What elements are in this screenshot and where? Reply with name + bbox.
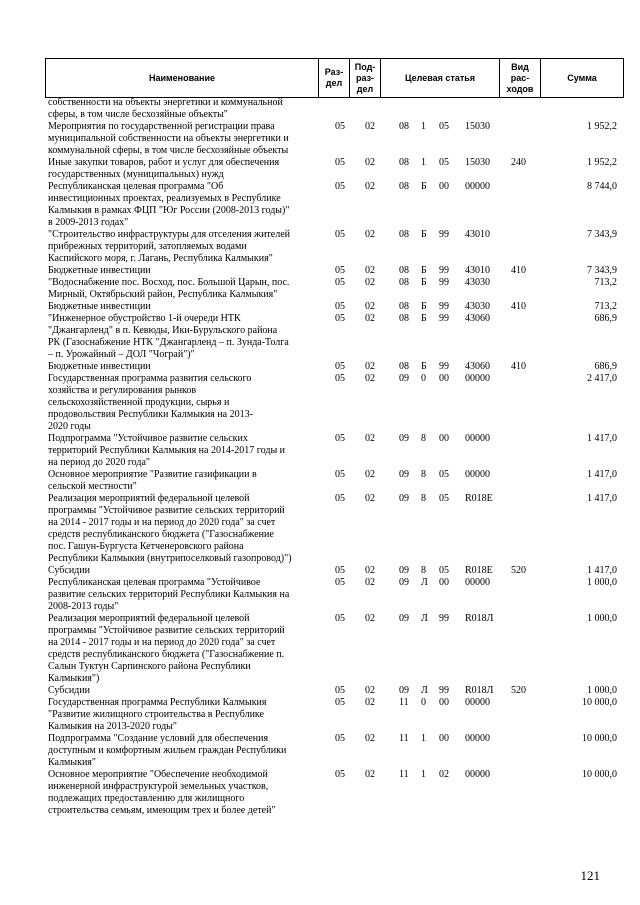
table-row — [45, 577, 617, 613]
row-name-line: Основное мероприятие "Обеспечение необходимой — [48, 769, 268, 780]
cell-t1: 08 — [399, 229, 409, 240]
cell-t3: 99 — [439, 229, 449, 240]
row-name-line: Калмыкия на 2013-2020 годы" — [48, 721, 177, 732]
row-name-line: программы "Устойчивое развитие сельских территорий — [48, 625, 285, 636]
cell-type: 410 — [511, 361, 526, 372]
row-name-line: "Строительство инфраструктуры для отселения жителей — [48, 229, 291, 240]
row-name-line: сельскохозяйственной продукции, сырья и — [48, 397, 230, 408]
row-name — [45, 565, 316, 577]
cell-sum: 1 417,0 — [587, 493, 617, 504]
cell-sec: 05 — [335, 613, 345, 624]
row-name-line: на 2014 - 2017 годы и на период до 2020 года" за счет — [48, 517, 276, 528]
cell-t2: Б — [421, 277, 427, 288]
table-row — [45, 373, 617, 433]
row-name-line: Бюджетные инвестиции — [48, 265, 151, 276]
cell-sec: 05 — [335, 685, 345, 696]
row-name-line: хозяйства и регулирования рынков — [48, 385, 197, 396]
row-name-line: 2020 годы — [48, 421, 91, 432]
row-name — [45, 361, 316, 373]
cell-t2: 1 — [421, 733, 426, 744]
row-name — [45, 697, 316, 733]
row-name-line: Реализация мероприятий федеральной целевой — [48, 613, 250, 624]
row-name-line: Иные закупки товаров, работ и услуг для обеспечения — [48, 157, 280, 168]
row-name-line: инвестиционных проектах, реализуемых в Республике — [48, 193, 281, 204]
cell-sub: 02 — [365, 433, 375, 444]
table-row — [45, 433, 617, 469]
cell-t1: 09 — [399, 613, 409, 624]
cell-sum: 713,2 — [594, 301, 617, 312]
cell-sum: 1 952,2 — [587, 157, 617, 168]
row-name-line: "Водоснабжение пос. Восход, пос. Большой Царын, пос. — [48, 277, 290, 288]
row-name — [45, 313, 316, 361]
cell-t4: 00000 — [465, 577, 490, 588]
cell-t3: 05 — [439, 157, 449, 168]
row-name-line: средств республиканского бюджета ("Газоснабжение п. — [48, 649, 285, 660]
row-name — [45, 277, 316, 301]
row-name-line: строительства семьям, имеющим трех и более детей" — [48, 805, 276, 816]
table-row — [45, 733, 617, 769]
row-name-line: Калмыкия" — [48, 757, 96, 768]
cell-t3: 99 — [439, 613, 449, 624]
cell-t2: Б — [421, 265, 427, 276]
cell-t4: 00000 — [465, 697, 490, 708]
cell-t4: 00000 — [465, 469, 490, 480]
cell-t4: R018E — [465, 493, 493, 504]
cell-t3: 99 — [439, 361, 449, 372]
cell-sum: 1 000,0 — [587, 685, 617, 696]
cell-t4: 00000 — [465, 733, 490, 744]
cell-t2: Л — [421, 685, 428, 696]
cell-t2: 8 — [421, 433, 426, 444]
row-name-line: Подпрограмма "Устойчивое развитие сельских — [48, 433, 248, 444]
column-header-section: Раз- дел — [319, 59, 350, 98]
cell-sec: 05 — [335, 361, 345, 372]
cell-t1: 11 — [399, 769, 409, 780]
cell-sum: 7 343,9 — [587, 265, 617, 276]
cell-t3: 05 — [439, 469, 449, 480]
row-name-line: Калмыкия") — [48, 673, 100, 684]
cell-sum: 686,9 — [594, 361, 617, 372]
row-name-line: коммунальной сферы, в том числе бесхозяйные объекты — [48, 145, 289, 156]
row-name-line: Каспийского моря, г. Лагань, Республика Калмыкия" — [48, 253, 273, 264]
row-name-line: 2008-2013 годы" — [48, 601, 119, 612]
cell-sub: 02 — [365, 229, 375, 240]
table-row — [45, 97, 617, 121]
cell-sec: 05 — [335, 121, 345, 132]
row-name-line: Мирный, Октябрьский район, Республика Калмыкия" — [48, 289, 278, 300]
cell-t4: 15030 — [465, 121, 490, 132]
column-header-target-article: Целевая статья — [381, 59, 500, 98]
row-name-line: сельской местности" — [48, 481, 137, 492]
cell-t1: 09 — [399, 433, 409, 444]
cell-sum: 1 417,0 — [587, 433, 617, 444]
cell-sum: 7 343,9 — [587, 229, 617, 240]
row-name-line: Подпрограмма "Создание условий для обеспечения — [48, 733, 269, 744]
cell-t3: 00 — [439, 577, 449, 588]
page-number: 121 — [580, 868, 600, 883]
cell-sec: 05 — [335, 769, 345, 780]
cell-sub: 02 — [365, 613, 375, 624]
cell-t4: R018Л — [465, 685, 494, 696]
row-name-line: доступным и комфортным жильем граждан Республики — [48, 745, 287, 756]
column-header-sum: Сумма — [541, 59, 624, 98]
cell-t1: 08 — [399, 361, 409, 372]
cell-sub: 02 — [365, 277, 375, 288]
cell-t4: 00000 — [465, 769, 490, 780]
cell-t2: 1 — [421, 157, 426, 168]
cell-sub: 02 — [365, 565, 375, 576]
cell-t1: 09 — [399, 469, 409, 480]
row-name-line: РК (Газоснабжение НТК "Джангарленд – п. Зунда-Толга — [48, 337, 289, 348]
cell-t2: Л — [421, 613, 428, 624]
cell-t1: 09 — [399, 493, 409, 504]
cell-sub: 02 — [365, 733, 375, 744]
cell-t1: 09 — [399, 565, 409, 576]
row-name-line: средств республиканского бюджета ("Газоснабжение — [48, 529, 274, 540]
cell-t4: 15030 — [465, 157, 490, 168]
cell-sum: 10 000,0 — [582, 697, 617, 708]
cell-sec: 05 — [335, 733, 345, 744]
row-name-line: Основное мероприятие "Развитие газификации в — [48, 469, 257, 480]
cell-t2: 8 — [421, 493, 426, 504]
table-header — [45, 58, 624, 98]
row-name — [45, 121, 316, 157]
cell-sum: 10 000,0 — [582, 769, 617, 780]
cell-t1: 09 — [399, 577, 409, 588]
cell-sum: 1 417,0 — [587, 565, 617, 576]
row-name-line: – п. Урожайный – ДОЛ "Чограй")" — [48, 349, 195, 360]
row-name-line: программы "Устойчивое развитие сельских территорий — [48, 505, 285, 516]
cell-sub: 02 — [365, 469, 375, 480]
row-name-line: инженерной инфраструктурой земельных участков, — [48, 781, 269, 792]
cell-t2: Б — [421, 313, 427, 324]
cell-sum: 1 000,0 — [587, 577, 617, 588]
cell-sub: 02 — [365, 265, 375, 276]
cell-sec: 05 — [335, 493, 345, 504]
row-name — [45, 577, 316, 613]
row-name-line: Республиканская целевая программа "Об — [48, 181, 224, 192]
row-name-line: Субсидии — [48, 565, 90, 576]
cell-t2: 8 — [421, 469, 426, 480]
cell-sum: 10 000,0 — [582, 733, 617, 744]
table-row — [45, 301, 617, 313]
table-row — [45, 229, 617, 265]
row-name-line: "Джангарленд" в п. Кевюды, Ики-Бурульского района — [48, 325, 278, 336]
row-name-line: государственных (муниципальных) нужд — [48, 169, 224, 180]
cell-t3: 99 — [439, 277, 449, 288]
cell-t4: 43010 — [465, 229, 490, 240]
cell-t4: 43010 — [465, 265, 490, 276]
cell-t4: R018E — [465, 565, 493, 576]
row-name — [45, 181, 316, 229]
row-name-line: Бюджетные инвестиции — [48, 361, 151, 372]
row-name — [45, 301, 316, 313]
row-name-line: муниципальной собственности на объекты энергетики и — [48, 133, 289, 144]
row-name-line: подлежащих предоставлению для жилищного — [48, 793, 245, 804]
cell-t3: 00 — [439, 697, 449, 708]
table-row — [45, 121, 617, 157]
cell-t2: Б — [421, 361, 427, 372]
row-name — [45, 157, 316, 181]
row-name-line: "Инженерное обустройство 1-й очереди НТК — [48, 313, 241, 324]
cell-sec: 05 — [335, 265, 345, 276]
cell-t3: 99 — [439, 301, 449, 312]
cell-type: 520 — [511, 685, 526, 696]
cell-t1: 08 — [399, 181, 409, 192]
row-name-line: на период до 2020 года" — [48, 457, 150, 468]
cell-t3: 02 — [439, 769, 449, 780]
row-name-line: прибрежных территорий, затопляемых водами — [48, 241, 247, 252]
cell-type: 410 — [511, 301, 526, 312]
table-row — [45, 277, 617, 301]
row-name-line: территорий Республики Калмыкия на 2014-2017 годы и — [48, 445, 286, 456]
cell-t2: Л — [421, 577, 428, 588]
cell-t1: 08 — [399, 301, 409, 312]
cell-sec: 05 — [335, 577, 345, 588]
cell-sub: 02 — [365, 181, 375, 192]
cell-sub: 02 — [365, 361, 375, 372]
row-name-line: Субсидии — [48, 685, 90, 696]
cell-sum: 8 744,0 — [587, 181, 617, 192]
cell-t4: 43030 — [465, 301, 490, 312]
cell-sub: 02 — [365, 313, 375, 324]
row-name — [45, 97, 316, 121]
cell-t3: 05 — [439, 493, 449, 504]
cell-t4: 43060 — [465, 361, 490, 372]
row-name-line: в 2009-2013 годах" — [48, 217, 129, 228]
table-row — [45, 313, 617, 361]
cell-t4: 00000 — [465, 433, 490, 444]
row-name-line: Мероприятия по государственной регистрации права — [48, 121, 275, 132]
cell-t3: 00 — [439, 733, 449, 744]
row-name-line: Калмыкия в рамках ФЦП "Юг России (2008-2013 годы)" — [48, 205, 290, 216]
row-name — [45, 373, 316, 433]
row-name — [45, 433, 316, 469]
row-name-line: Салын Туктун Сарпинского района Республики — [48, 661, 251, 672]
cell-sum: 1 000,0 — [587, 613, 617, 624]
table-row — [45, 697, 617, 733]
cell-t1: 08 — [399, 313, 409, 324]
row-name — [45, 733, 316, 769]
row-name-line: пос. Гашун-Бургуста Кетченеровского района — [48, 541, 244, 552]
cell-sum: 686,9 — [594, 313, 617, 324]
cell-sec: 05 — [335, 565, 345, 576]
cell-sub: 02 — [365, 373, 375, 384]
table-row — [45, 157, 617, 181]
cell-t4: 43060 — [465, 313, 490, 324]
table-row — [45, 361, 617, 373]
cell-sum: 1 417,0 — [587, 469, 617, 480]
table-row — [45, 493, 617, 565]
cell-t3: 00 — [439, 433, 449, 444]
cell-t3: 99 — [439, 685, 449, 696]
cell-t1: 08 — [399, 277, 409, 288]
cell-t1: 08 — [399, 121, 409, 132]
row-name — [45, 493, 316, 565]
row-name — [45, 265, 316, 277]
cell-sec: 05 — [335, 373, 345, 384]
cell-sub: 02 — [365, 577, 375, 588]
cell-sub: 02 — [365, 157, 375, 168]
cell-t4: 00000 — [465, 373, 490, 384]
column-header-expense-type: Вид рас- ходов — [500, 59, 541, 98]
cell-t3: 99 — [439, 265, 449, 276]
cell-t3: 00 — [439, 373, 449, 384]
cell-sec: 05 — [335, 157, 345, 168]
cell-t2: 1 — [421, 121, 426, 132]
cell-sub: 02 — [365, 493, 375, 504]
row-name-line: "Развитие жилищного строительства в Республике — [48, 709, 264, 720]
cell-sec: 05 — [335, 697, 345, 708]
cell-sub: 02 — [365, 697, 375, 708]
cell-sub: 02 — [365, 769, 375, 780]
table-body — [45, 97, 617, 817]
row-name — [45, 769, 316, 817]
row-name — [45, 469, 316, 493]
table-row — [45, 469, 617, 493]
cell-sub: 02 — [365, 685, 375, 696]
cell-t3: 00 — [439, 181, 449, 192]
column-header-name: Наименование — [46, 59, 319, 98]
cell-t2: 0 — [421, 373, 426, 384]
cell-sub: 02 — [365, 121, 375, 132]
cell-type: 520 — [511, 565, 526, 576]
cell-sec: 05 — [335, 433, 345, 444]
cell-t2: Б — [421, 301, 427, 312]
table-row — [45, 181, 617, 229]
cell-t2: 8 — [421, 565, 426, 576]
row-name-line: на 2014 - 2017 годы и на период до 2020 года" за счет — [48, 637, 276, 648]
cell-t1: 08 — [399, 265, 409, 276]
table-row — [45, 613, 617, 685]
row-name-line: собственности на объекты энергетики и коммунальной — [48, 97, 283, 108]
cell-sec: 05 — [335, 313, 345, 324]
cell-t4: R018Л — [465, 613, 494, 624]
cell-sec: 05 — [335, 229, 345, 240]
cell-t3: 99 — [439, 313, 449, 324]
cell-t4: 43030 — [465, 277, 490, 288]
row-name-line: продовольствия Республики Калмыкия на 2013- — [48, 409, 253, 420]
row-name — [45, 685, 316, 697]
row-name — [45, 613, 316, 685]
cell-t1: 09 — [399, 373, 409, 384]
cell-sec: 05 — [335, 469, 345, 480]
cell-t1: 08 — [399, 157, 409, 168]
cell-sec: 05 — [335, 181, 345, 192]
cell-t4: 00000 — [465, 181, 490, 192]
row-name-line: Республиканская целевая программа "Устойчивое — [48, 577, 261, 588]
row-name-line: Бюджетные инвестиции — [48, 301, 151, 312]
cell-t2: 0 — [421, 697, 426, 708]
row-name-line: Государственная программа развития сельского — [48, 373, 252, 384]
cell-sec: 05 — [335, 301, 345, 312]
row-name-line: Реализация мероприятий федеральной целевой — [48, 493, 250, 504]
column-header-subsection: Под- раз- дел — [350, 59, 381, 98]
cell-t1: 11 — [399, 733, 409, 744]
cell-t3: 05 — [439, 121, 449, 132]
table-row — [45, 565, 617, 577]
cell-sum: 713,2 — [594, 277, 617, 288]
table-row — [45, 769, 617, 817]
table-row — [45, 685, 617, 697]
row-name-line: Республики Калмыкия (внутрипоселковый газопровод)") — [48, 553, 292, 564]
cell-t1: 11 — [399, 697, 409, 708]
cell-t2: Б — [421, 181, 427, 192]
table-row — [45, 265, 617, 277]
cell-t2: Б — [421, 229, 427, 240]
cell-t1: 09 — [399, 685, 409, 696]
row-name-line: развитие сельских территорий Республики Калмыкия на — [48, 589, 290, 600]
cell-type: 410 — [511, 265, 526, 276]
row-name-line: сферы, в том числе бесхозяйные объекты" — [48, 109, 228, 120]
cell-type: 240 — [511, 157, 526, 168]
cell-sum: 1 952,2 — [587, 121, 617, 132]
cell-sum: 2 417,0 — [587, 373, 617, 384]
row-name-line: Государственная программа Республики Калмыкия — [48, 697, 267, 708]
cell-t2: 1 — [421, 769, 426, 780]
cell-sub: 02 — [365, 301, 375, 312]
row-name — [45, 229, 316, 265]
cell-t3: 05 — [439, 565, 449, 576]
cell-sec: 05 — [335, 277, 345, 288]
